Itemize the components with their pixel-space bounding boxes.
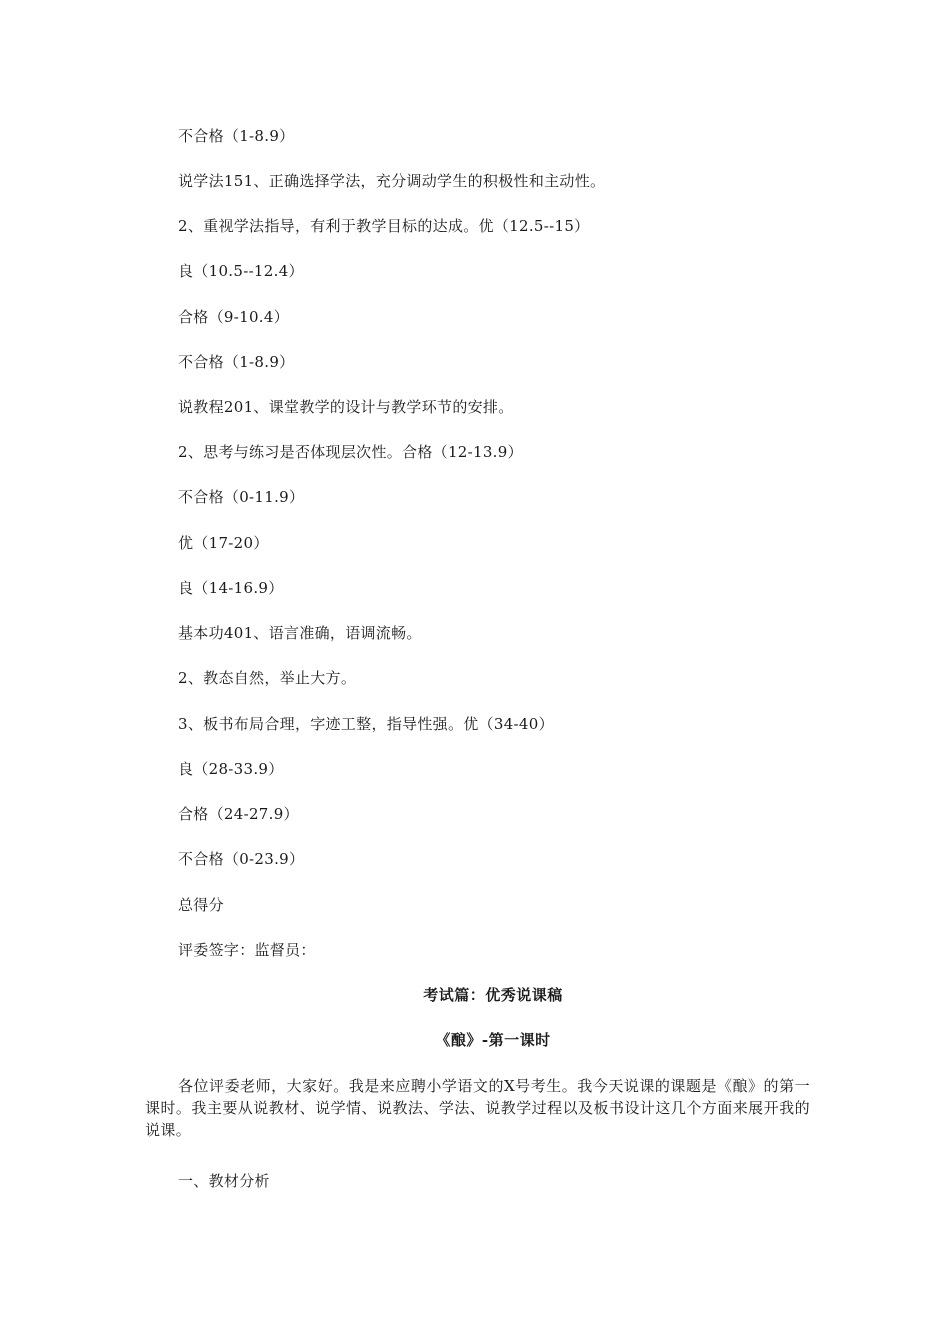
score-line: 2、思考与练习是否体现层次性。合格（12-13.9） [178,443,523,461]
score-line: 不合格（0-11.9） [178,488,305,506]
lesson-title: 《酿》-第一课时 [435,1031,551,1049]
score-line: 说教程201、课堂教学的设计与教学环节的安排。 [178,398,514,416]
score-line: 2、教态自然，举止大方。 [178,669,357,687]
score-line: 3、板书布局合理，字迹工整，指导性强。优（34-40） [178,715,554,733]
total-score-label: 总得分 [178,896,224,914]
signature-line: 评委签字：监督员： [178,941,316,959]
intro-paragraph: 各位评委老师，大家好。我是来应聘小学语文的X号考生。我今天说课的课题是《酿》的第一课时。我主要从说教材、说学情、说教法、学法、说教学过程以及板书设计这几个方面来展开我的说课。 [145,1077,810,1139]
section-heading: 一、教材分析 [178,1172,270,1190]
score-line: 合格（24-27.9） [178,805,299,823]
score-line: 良（14-16.9） [178,579,284,597]
score-line: 不合格（1-8.9） [178,127,295,145]
score-line: 2、重视学法指导，有利于教学目标的达成。优（12.5--15） [178,217,590,235]
score-line: 合格（9-10.4） [178,308,290,326]
score-line: 基本功401、语言准确，语调流畅。 [178,624,422,642]
score-line: 优（17-20） [178,534,269,552]
score-line: 不合格（1-8.9） [178,353,295,371]
score-line: 良（10.5--12.4） [178,262,304,280]
score-line: 良（28-33.9） [178,760,284,778]
score-line: 不合格（0-23.9） [178,850,305,868]
section-title: 考试篇：优秀说课稿 [423,986,563,1004]
score-line: 说学法151、正确选择学法，充分调动学生的积极性和主动性。 [178,172,606,190]
